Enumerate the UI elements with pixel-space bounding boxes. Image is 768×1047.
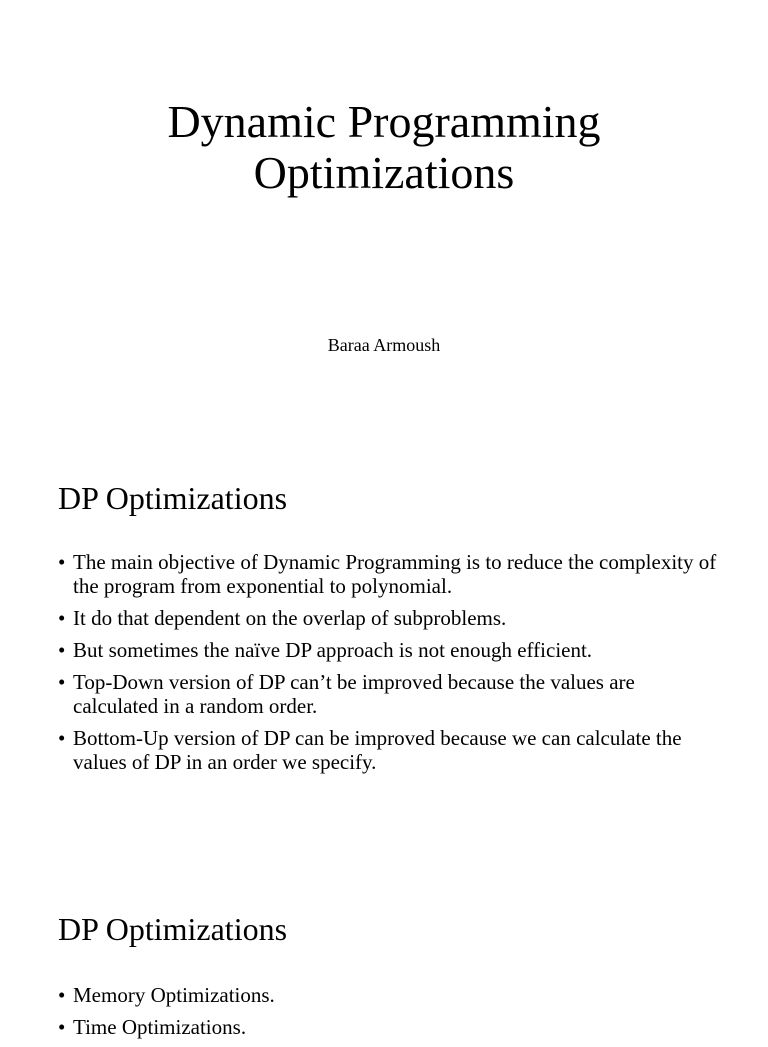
bullet-text: Top-Down version of DP can’t be improved because the values are calculated in a random order. (73, 670, 635, 718)
bullet-item (58, 726, 718, 774)
bullet-text: Bottom-Up version of DP can be improved because we can calculate the values of DP in an order we specify. (73, 726, 682, 774)
author-name: Baraa Armoush (327, 335, 441, 355)
bullet-text: Memory Optimizations. (73, 983, 275, 1007)
bullet-text: It do that dependent on the overlap of subproblems. (73, 606, 507, 630)
bullet-marker: • (58, 1015, 66, 1039)
bullet-text: The main objective of Dynamic Programming is to reduce the complexity of the program from exponential to polynomial. (73, 550, 717, 598)
bullet-marker: • (58, 983, 66, 1007)
title-line-1: Dynamic Programming (167, 96, 601, 147)
bullet-item (58, 606, 718, 630)
slide-dp-optimizations-intro (0, 432, 768, 864)
bullet-marker: • (58, 726, 66, 750)
bullet-text: Time Optimizations. (73, 1015, 247, 1039)
bullet-item (58, 1015, 718, 1039)
bullet-item (58, 550, 718, 598)
bullet-item (58, 670, 718, 718)
bullet-marker: • (58, 550, 66, 574)
bullet-text: But sometimes the naïve DP approach is not enough efficient. (73, 638, 593, 662)
slide-dp-optimizations-types (0, 864, 768, 1039)
slide-heading: DP Optimizations (58, 480, 288, 516)
bullet-item (58, 638, 718, 662)
bullet-marker: • (58, 670, 66, 694)
title-slide (0, 0, 768, 432)
title-line-2: Optimizations (253, 147, 515, 198)
bullet-marker: • (58, 638, 66, 662)
bullet-list (58, 983, 718, 1047)
bullet-item (58, 983, 718, 1007)
bullet-marker: • (58, 606, 66, 630)
slide-heading: DP Optimizations (58, 911, 288, 947)
presentation-title (0, 96, 768, 198)
bullet-list (58, 550, 718, 782)
